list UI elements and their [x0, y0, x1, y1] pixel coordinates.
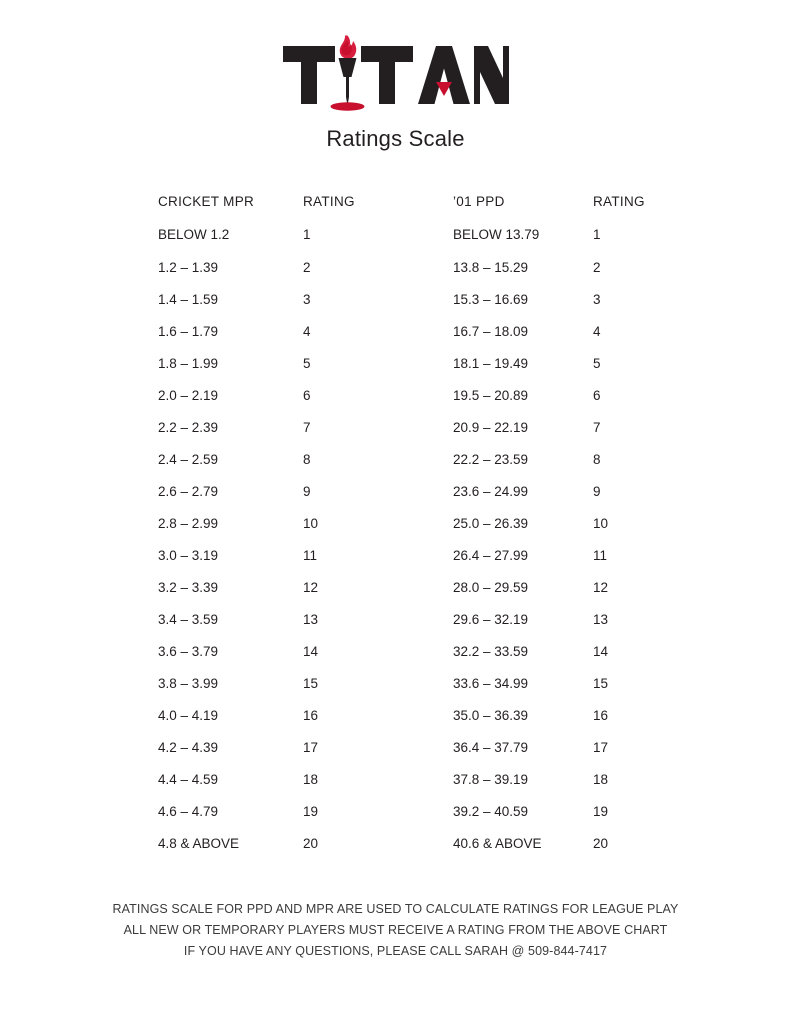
cell-ppd: 40.6 & ABOVE [453, 836, 542, 851]
cell-rating-mpr: 17 [303, 740, 319, 755]
cell-cricket-mpr: BELOW 1.2 [158, 227, 230, 242]
cell-rating-mpr: 6 [303, 388, 311, 403]
cell-ppd: 16.7 – 18.09 [453, 324, 529, 339]
logo-header [0, 34, 791, 121]
cell-rating-ppd: 7 [593, 420, 601, 435]
cell-cricket-mpr: 2.4 – 2.59 [158, 452, 219, 467]
cell-rating-mpr: 8 [303, 452, 311, 467]
cell-rating-mpr: 7 [303, 420, 311, 435]
cell-rating-ppd: 2 [593, 260, 601, 275]
cell-rating-ppd: 9 [593, 484, 601, 499]
table-header [158, 194, 658, 227]
logo-letter-n [474, 46, 509, 104]
table-row [158, 580, 658, 612]
table-row [158, 836, 658, 868]
table-row [158, 708, 658, 740]
cell-rating-ppd: 16 [593, 708, 609, 723]
table-row [158, 420, 658, 452]
cell-rating-ppd: 14 [593, 644, 609, 659]
cell-rating-ppd: 8 [593, 452, 601, 467]
logo-letter-t2 [361, 46, 413, 104]
logo-letter-a [418, 46, 470, 104]
table-row [158, 292, 658, 324]
cell-ppd: 29.6 – 32.19 [453, 612, 529, 627]
cell-rating-ppd: 18 [593, 772, 609, 787]
cell-rating-mpr: 9 [303, 484, 311, 499]
cell-ppd: 32.2 – 33.59 [453, 644, 529, 659]
table-row [158, 452, 658, 484]
cell-ppd: 36.4 – 37.79 [453, 740, 529, 755]
flame-inner [341, 40, 351, 55]
titan-logo [281, 34, 511, 116]
cell-ppd: 23.6 – 24.99 [453, 484, 529, 499]
cell-ppd: BELOW 13.79 [453, 227, 540, 242]
cell-rating-ppd: 19 [593, 804, 609, 819]
cell-rating-mpr: 12 [303, 580, 319, 595]
cell-ppd: 13.8 – 15.29 [453, 260, 529, 275]
cell-rating-ppd: 20 [593, 836, 609, 851]
column-header-rating-ppd: RATING [593, 194, 645, 209]
ratings-scale-table [158, 194, 658, 868]
table-header-row [158, 194, 658, 227]
table-row [158, 388, 658, 420]
cell-rating-mpr: 18 [303, 772, 319, 787]
cell-cricket-mpr: 3.8 – 3.99 [158, 676, 219, 691]
cell-cricket-mpr: 1.8 – 1.99 [158, 356, 219, 371]
cell-cricket-mpr: 2.0 – 2.19 [158, 388, 219, 403]
cell-rating-mpr: 14 [303, 644, 319, 659]
cell-cricket-mpr: 4.0 – 4.19 [158, 708, 219, 723]
cell-cricket-mpr: 2.8 – 2.99 [158, 516, 219, 531]
cell-cricket-mpr: 3.0 – 3.19 [158, 548, 219, 563]
footer-line-1: RATINGS SCALE FOR PPD AND MPR ARE USED TO CALCULATE RATINGS FOR LEAGUE PLAY [112, 902, 679, 916]
cell-ppd: 37.8 – 39.19 [453, 772, 529, 787]
table-row [158, 227, 658, 260]
table-row [158, 772, 658, 804]
cell-cricket-mpr: 1.4 – 1.59 [158, 292, 219, 307]
cell-ppd: 26.4 – 27.99 [453, 548, 529, 563]
titan-logo-graphic [281, 34, 511, 116]
cell-rating-ppd: 6 [593, 388, 601, 403]
cell-ppd: 15.3 – 16.69 [453, 292, 529, 307]
cell-rating-mpr: 16 [303, 708, 319, 723]
dart-with-flame-icon [330, 36, 364, 111]
cell-ppd: 33.6 – 34.99 [453, 676, 529, 691]
table-body [158, 227, 658, 868]
cell-ppd: 25.0 – 26.39 [453, 516, 529, 531]
dart-shaft [346, 77, 349, 97]
cell-rating-ppd: 13 [593, 612, 609, 627]
cell-rating-mpr: 10 [303, 516, 319, 531]
table-row [158, 676, 658, 708]
cell-cricket-mpr: 4.8 & ABOVE [158, 836, 240, 851]
cell-cricket-mpr: 4.6 – 4.79 [158, 804, 219, 819]
cell-rating-ppd: 4 [593, 324, 601, 339]
dart-shadow [330, 102, 364, 110]
cell-ppd: 19.5 – 20.89 [453, 388, 529, 403]
table-row [158, 548, 658, 580]
cell-cricket-mpr: 2.2 – 2.39 [158, 420, 219, 435]
table-row [158, 324, 658, 356]
column-header-ppd: ’01 PPD [453, 194, 505, 209]
cell-rating-ppd: 17 [593, 740, 609, 755]
cell-rating-ppd: 15 [593, 676, 609, 691]
cell-rating-ppd: 3 [593, 292, 601, 307]
cell-ppd: 22.2 – 23.59 [453, 452, 529, 467]
cell-rating-mpr: 4 [303, 324, 311, 339]
cell-rating-mpr: 19 [303, 804, 319, 819]
cell-rating-ppd: 11 [593, 548, 608, 563]
column-header-rating-mpr: RATING [303, 194, 355, 209]
cell-cricket-mpr: 1.6 – 1.79 [158, 324, 219, 339]
table-row [158, 804, 658, 836]
footer-line-3: IF YOU HAVE ANY QUESTIONS, PLEASE CALL SARAH @ 509-844-7417 [183, 944, 608, 958]
page-subtitle: Ratings Scale [326, 126, 465, 151]
cell-rating-mpr: 13 [303, 612, 319, 627]
cell-ppd: 28.0 – 29.59 [453, 580, 529, 595]
cell-cricket-mpr: 3.6 – 3.79 [158, 644, 219, 659]
footer-notes [0, 899, 791, 962]
cell-rating-mpr: 1 [303, 227, 311, 242]
cell-cricket-mpr: 2.6 – 2.79 [158, 484, 219, 499]
cell-rating-mpr: 15 [303, 676, 319, 691]
table-row [158, 644, 658, 676]
cell-cricket-mpr: 4.2 – 4.39 [158, 740, 219, 755]
logo-letter-t1 [283, 46, 335, 104]
cell-rating-mpr: 11 [303, 548, 318, 563]
cell-rating-ppd: 1 [593, 227, 601, 242]
cell-rating-ppd: 10 [593, 516, 609, 531]
table-row [158, 356, 658, 388]
table-row [158, 484, 658, 516]
dart-flight [338, 58, 356, 77]
footer-line-2: ALL NEW OR TEMPORARY PLAYERS MUST RECEIVE A RATING FROM THE ABOVE CHART [123, 923, 668, 937]
table-row [158, 740, 658, 772]
table-row [158, 260, 658, 292]
cell-cricket-mpr: 3.4 – 3.59 [158, 612, 219, 627]
cell-rating-ppd: 5 [593, 356, 601, 371]
table-row [158, 516, 658, 548]
cell-rating-mpr: 20 [303, 836, 319, 851]
cell-cricket-mpr: 3.2 – 3.39 [158, 580, 219, 595]
cell-rating-mpr: 2 [303, 260, 311, 275]
cell-rating-mpr: 3 [303, 292, 311, 307]
cell-ppd: 39.2 – 40.59 [453, 804, 529, 819]
cell-rating-ppd: 12 [593, 580, 609, 595]
table-row [158, 612, 658, 644]
cell-ppd: 20.9 – 22.19 [453, 420, 529, 435]
cell-cricket-mpr: 4.4 – 4.59 [158, 772, 219, 787]
cell-rating-mpr: 5 [303, 356, 311, 371]
ratings-table-container [0, 194, 791, 868]
cell-cricket-mpr: 1.2 – 1.39 [158, 260, 219, 275]
column-header-cricket-mpr: CRICKET MPR [158, 194, 255, 209]
cell-ppd: 35.0 – 36.39 [453, 708, 529, 723]
cell-ppd: 18.1 – 19.49 [453, 356, 529, 371]
